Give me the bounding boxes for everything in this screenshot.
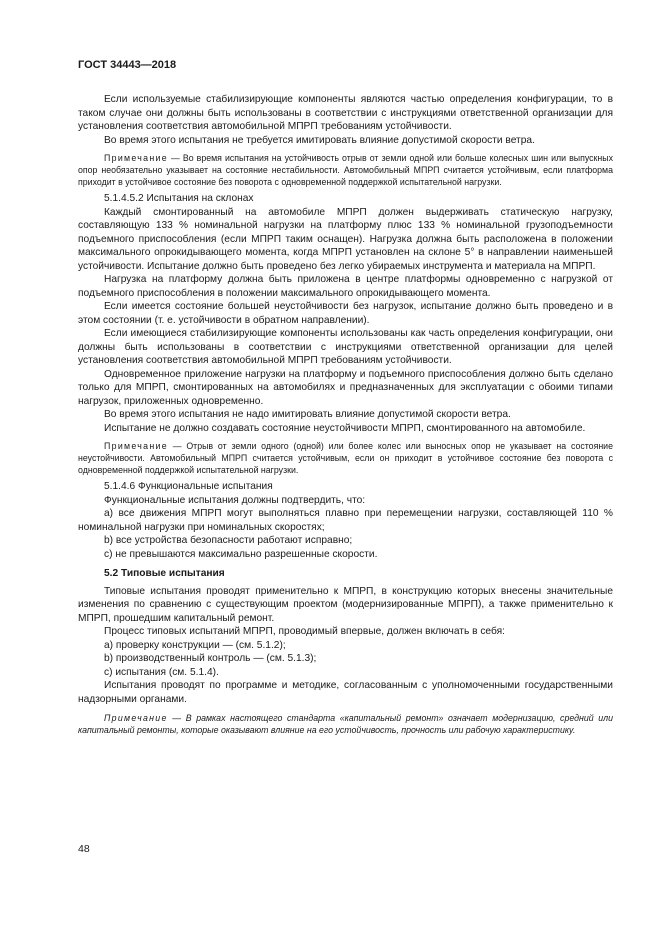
paragraph: Типовые испытания проводят применительно к МПРП, в конструкцию которых внесены значительные изменения по сравнению с существующим проектом (модернизированные МПРП), а также применительно к МПРП, прошедшим капитальный ремонт. <box>78 585 613 624</box>
note-text: — В рамках настоящего стандарта «капитальный ремонт» означает модернизацию, средний или капитальный ремонты, которые оказывают влияние на его устойчивость, прочность или рабочую характеристику. <box>78 713 613 735</box>
document-page <box>78 58 613 736</box>
paragraph: Испытание не должно создавать состояние неустойчивости МПРП, смонтированного на автомобиле. <box>104 422 586 434</box>
page-number: 48 <box>78 843 90 855</box>
list-item: а) проверку конструкции — (см. 5.1.2); <box>104 639 286 651</box>
note <box>78 440 613 476</box>
paragraph: Функциональные испытания должны подтвердить, что: <box>104 494 366 506</box>
paragraph: Если имеющиеся стабилизирующие компоненты использованы как часть определения конфигурации, они должны быть использованы в соответствии с инструкциями ответственной организации для целей установления соответствия автомобильной МПРП требованиям устойчивости. <box>78 328 613 366</box>
note <box>78 152 613 188</box>
list-item: b) производственный контроль — (см. 5.1.3); <box>104 653 317 664</box>
paragraph: Каждый смонтированный на автомобиле МПРП должен выдерживать статическую нагрузку, составляющую 133 % номинальной нагрузки на платформу плюс 133 % номинальной грузоподъемности подъемного приспособления (если МПРП таким оснащен). Нагрузка должна быть расположена в положении максимального опрокидывающего момента, когда МПРП установлен на склоне 5° в направлении наименьшей устойчивости. Испытание должно быть проведено без легко убираемых инструмента и материала на МПРП. <box>78 206 613 272</box>
note-text: — Отрыв от земли одного (одной) или более колес или выносных опор не указывает на состояние неустойчивости. Автомобильный МПРП считается устойчивым, если он приходит в устойчивое состояние без поворота с одновременной поддержкой испытательной нагрузки. <box>78 441 613 475</box>
list-item: с) не превышаются максимально разрешенные скорости. <box>104 548 378 560</box>
list-item: а) все движения МПРП могут выполняться плавно при перемещении нагрузки, составляющей 110 % номинальной нагрузки при номинальных скоростях; <box>78 508 613 533</box>
note <box>78 712 613 736</box>
note-text: — Во время испытания на устойчивость отрыв от земли одной или больше колесных шин или выпускных опор необязательно указывает на состояние нестабильности. Автомобильный МПРП считается устойчивым, если платформа приходит в устойчивое состояние без поворота с одновременной поддержкой испытательной нагрузки. <box>78 153 613 187</box>
subsection-heading: 5.1.4.6 Функциональные испытания <box>104 481 273 492</box>
paragraph: Во время этого испытания не требуется имитировать влияние допустимой скорости ветра. <box>104 134 535 146</box>
list-item: b) все устройства безопасности работают исправно; <box>104 535 353 546</box>
section-heading: 5.2 Типовые испытания <box>104 568 225 579</box>
paragraph: Если используемые стабилизирующие компоненты являются частью определения конфигурации, то в таком случае они должны быть использованы в соответствии с инструкциями ответственной организации для установления соответствия автомобильной МПРП требованиям устойчивости. <box>78 94 613 132</box>
paragraph: Во время этого испытания не надо имитировать влияние допустимой скорости ветра. <box>104 409 511 420</box>
paragraph: Одновременное приложение нагрузки на платформу и подъемного приспособления должно быть сделано только для МПРП, смонтированных на автомобилях и предназначенных для эксплуатации с обоими типами нагрузок, приложенных одновременно. <box>78 368 613 407</box>
paragraph: Если имеется состояние большей неустойчивости без нагрузок, испытание должно быть проведено и в этом состоянии (т. е. устойчивости в обратном направлении). <box>78 301 613 326</box>
paragraph: Процесс типовых испытаний МПРП, проводимый впервые, должен включать в себя: <box>104 626 505 637</box>
note-label: Примечание <box>104 713 168 723</box>
subsection-heading: 5.1.4.5.2 Испытания на склонах <box>104 193 254 204</box>
paragraph: Испытания проводят по программе и методике, согласованным с уполномоченными государственными надзорными органами. <box>78 680 613 705</box>
note-label: Примечание <box>104 441 168 451</box>
note-label: Примечание <box>104 153 168 163</box>
paragraph: Нагрузка на платформу должна быть приложена в центре платформы одновременно с нагрузкой от подъемного приспособления в положении максимального опрокидывающего момента. <box>78 274 613 299</box>
list-item: с) испытания (см. 5.1.4). <box>104 666 219 678</box>
document-header: ГОСТ 34443—2018 <box>78 59 177 71</box>
